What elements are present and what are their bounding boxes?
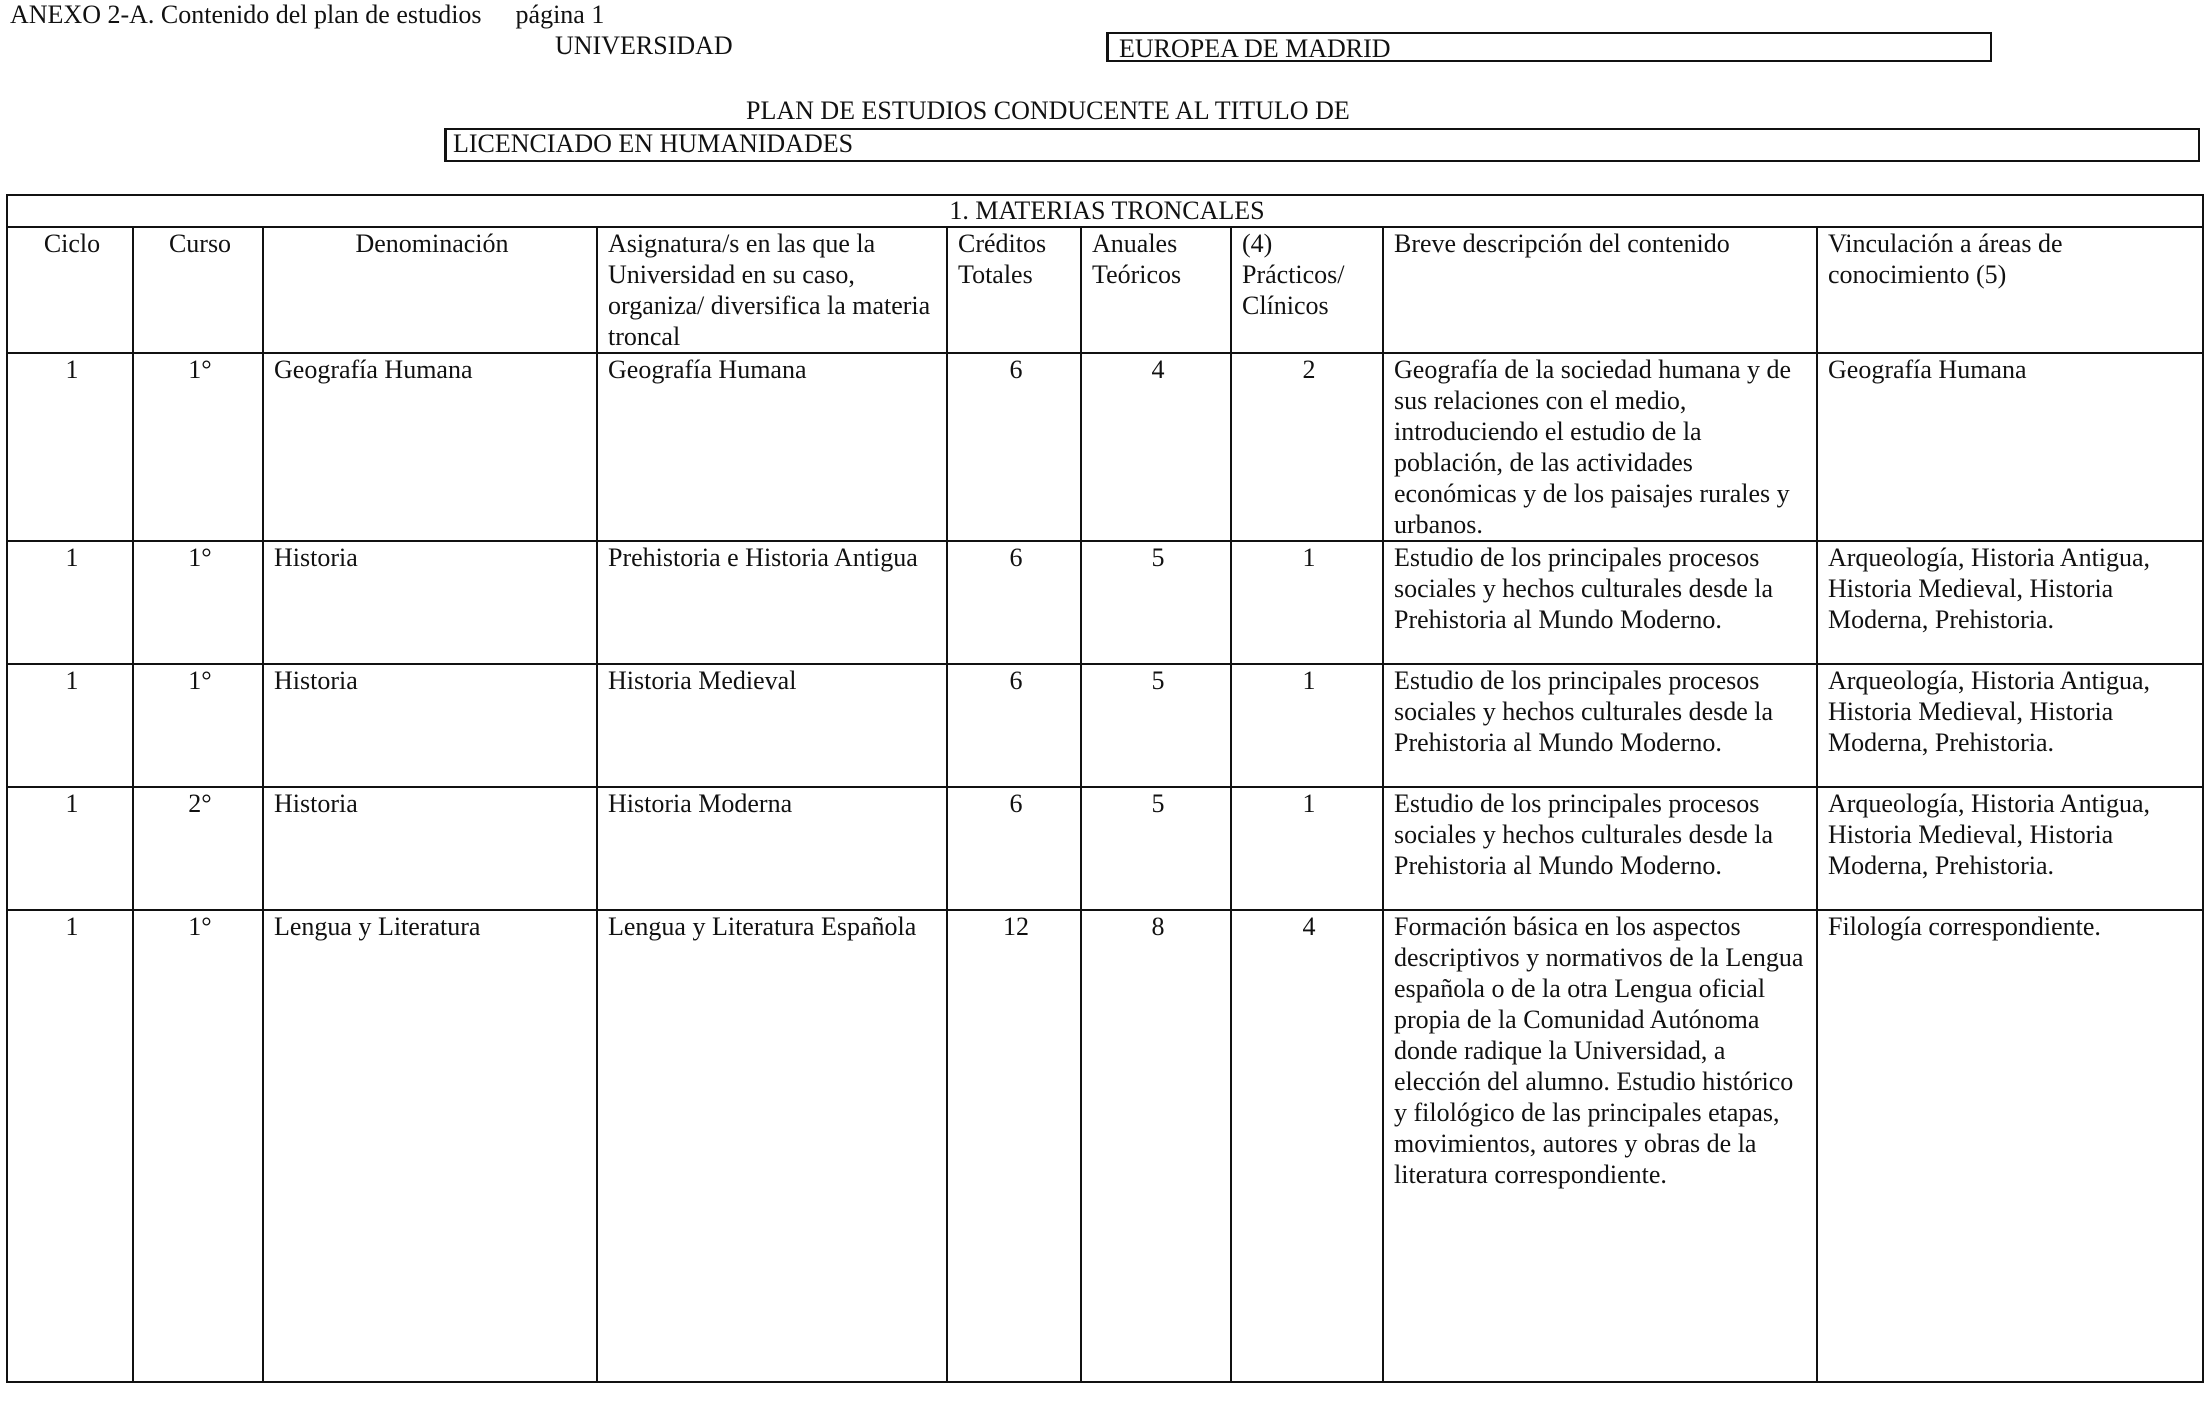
- col-header-anuales-teoricos: Anuales Teóricos: [1081, 227, 1231, 353]
- cell-creditos-totales: 6: [947, 353, 1081, 541]
- cell-descripcion: Geografía de la sociedad humana y de sus relaciones con el medio, introduciendo el estudio de la población, de las actividades económicas y de los paisajes rurales y urbanos.: [1383, 353, 1817, 541]
- cell-creditos-totales: 12: [947, 910, 1081, 1382]
- cell-practicos: 4: [1231, 910, 1383, 1382]
- cell-asignatura: Geografía Humana: [597, 353, 947, 541]
- cell-descripcion: Estudio de los principales procesos sociales y hechos culturales desde la Prehistoria al Mundo Moderno.: [1383, 541, 1817, 664]
- university-label: UNIVERSIDAD: [555, 31, 733, 60]
- col-header-ciclo: Ciclo: [7, 227, 133, 353]
- cell-vinculacion: Filología correspondiente.: [1817, 910, 2203, 1382]
- cell-asignatura: Historia Medieval: [597, 664, 947, 787]
- cell-denominacion: Geografía Humana: [263, 353, 597, 541]
- table-row: [7, 353, 2203, 541]
- cell-creditos-totales: 6: [947, 664, 1081, 787]
- page-number: página 1: [515, 0, 605, 29]
- cell-practicos: 1: [1231, 664, 1383, 787]
- cell-vinculacion: Geografía Humana: [1817, 353, 2203, 541]
- cell-curso: 1°: [133, 353, 263, 541]
- cell-ciclo: 1: [7, 664, 133, 787]
- cell-denominacion: Lengua y Literatura: [263, 910, 597, 1382]
- cell-descripcion: Estudio de los principales procesos sociales y hechos culturales desde la Prehistoria al Mundo Moderno.: [1383, 664, 1817, 787]
- cell-curso: 1°: [133, 664, 263, 787]
- cell-descripcion: Formación básica en los aspectos descriptivos y normativos de la Lengua española o de la otra Lengua oficial propia de la Comunidad Autónoma donde radique la Universidad, a elección del alumno. Estudio histórico y filológico de las principales etapas, movimientos, autores y obras de la literatura correspondiente.: [1383, 910, 1817, 1382]
- subjects-table: [6, 194, 2204, 1383]
- cell-anuales-teoricos: 8: [1081, 910, 1231, 1382]
- cell-practicos: 1: [1231, 541, 1383, 664]
- table-row: [7, 664, 2203, 787]
- cell-anuales-teoricos: 5: [1081, 664, 1231, 787]
- degree-name-box: LICENCIADO EN HUMANIDADES: [444, 128, 2200, 162]
- col-header-descripcion: Breve descripción del contenido: [1383, 227, 1817, 353]
- cell-anuales-teoricos: 5: [1081, 541, 1231, 664]
- cell-curso: 1°: [133, 910, 263, 1382]
- cell-vinculacion: Arqueología, Historia Antigua, Historia Medieval, Historia Moderna, Prehistoria.: [1817, 787, 2203, 910]
- col-header-denominacion: Denominación: [263, 227, 597, 353]
- cell-asignatura: Lengua y Literatura Española: [597, 910, 947, 1382]
- annex-title: ANEXO 2-A. Contenido del plan de estudios: [10, 0, 482, 29]
- cell-creditos-totales: 6: [947, 541, 1081, 664]
- cell-ciclo: 1: [7, 353, 133, 541]
- cell-ciclo: 1: [7, 910, 133, 1382]
- plan-title: PLAN DE ESTUDIOS CONDUCENTE AL TITULO DE: [746, 96, 1350, 125]
- section-title: 1. MATERIAS TRONCALES: [7, 195, 2203, 227]
- cell-creditos-totales: 6: [947, 787, 1081, 910]
- col-header-practicos-clinicos: (4) Prácticos/ Clínicos: [1231, 227, 1383, 353]
- cell-denominacion: Historia: [263, 787, 597, 910]
- cell-ciclo: 1: [7, 541, 133, 664]
- cell-practicos: 1: [1231, 787, 1383, 910]
- cell-asignatura: Prehistoria e Historia Antigua: [597, 541, 947, 664]
- cell-vinculacion: Arqueología, Historia Antigua, Historia Medieval, Historia Moderna, Prehistoria.: [1817, 664, 2203, 787]
- university-name-box: EUROPEA DE MADRID: [1106, 32, 1992, 62]
- cell-asignatura: Historia Moderna: [597, 787, 947, 910]
- cell-anuales-teoricos: 5: [1081, 787, 1231, 910]
- cell-curso: 2°: [133, 787, 263, 910]
- cell-anuales-teoricos: 4: [1081, 353, 1231, 541]
- table-row: [7, 910, 2203, 1382]
- cell-practicos: 2: [1231, 353, 1383, 541]
- col-header-vinculacion: Vinculación a áreas de conocimiento (5): [1817, 227, 2203, 353]
- cell-curso: 1°: [133, 541, 263, 664]
- cell-ciclo: 1: [7, 787, 133, 910]
- col-header-curso: Curso: [133, 227, 263, 353]
- cell-denominacion: Historia: [263, 541, 597, 664]
- cell-descripcion: Estudio de los principales procesos sociales y hechos culturales desde la Prehistoria al Mundo Moderno.: [1383, 787, 1817, 910]
- cell-vinculacion: Arqueología, Historia Antigua, Historia Medieval, Historia Moderna, Prehistoria.: [1817, 541, 2203, 664]
- table-row: [7, 787, 2203, 910]
- col-header-asignatura: Asignatura/s en las que la Universidad en su caso, organiza/ diversifica la materia troncal: [597, 227, 947, 353]
- col-header-creditos-totales: Créditos Totales: [947, 227, 1081, 353]
- table-row: [7, 541, 2203, 664]
- cell-denominacion: Historia: [263, 664, 597, 787]
- annex-header: [10, 0, 604, 30]
